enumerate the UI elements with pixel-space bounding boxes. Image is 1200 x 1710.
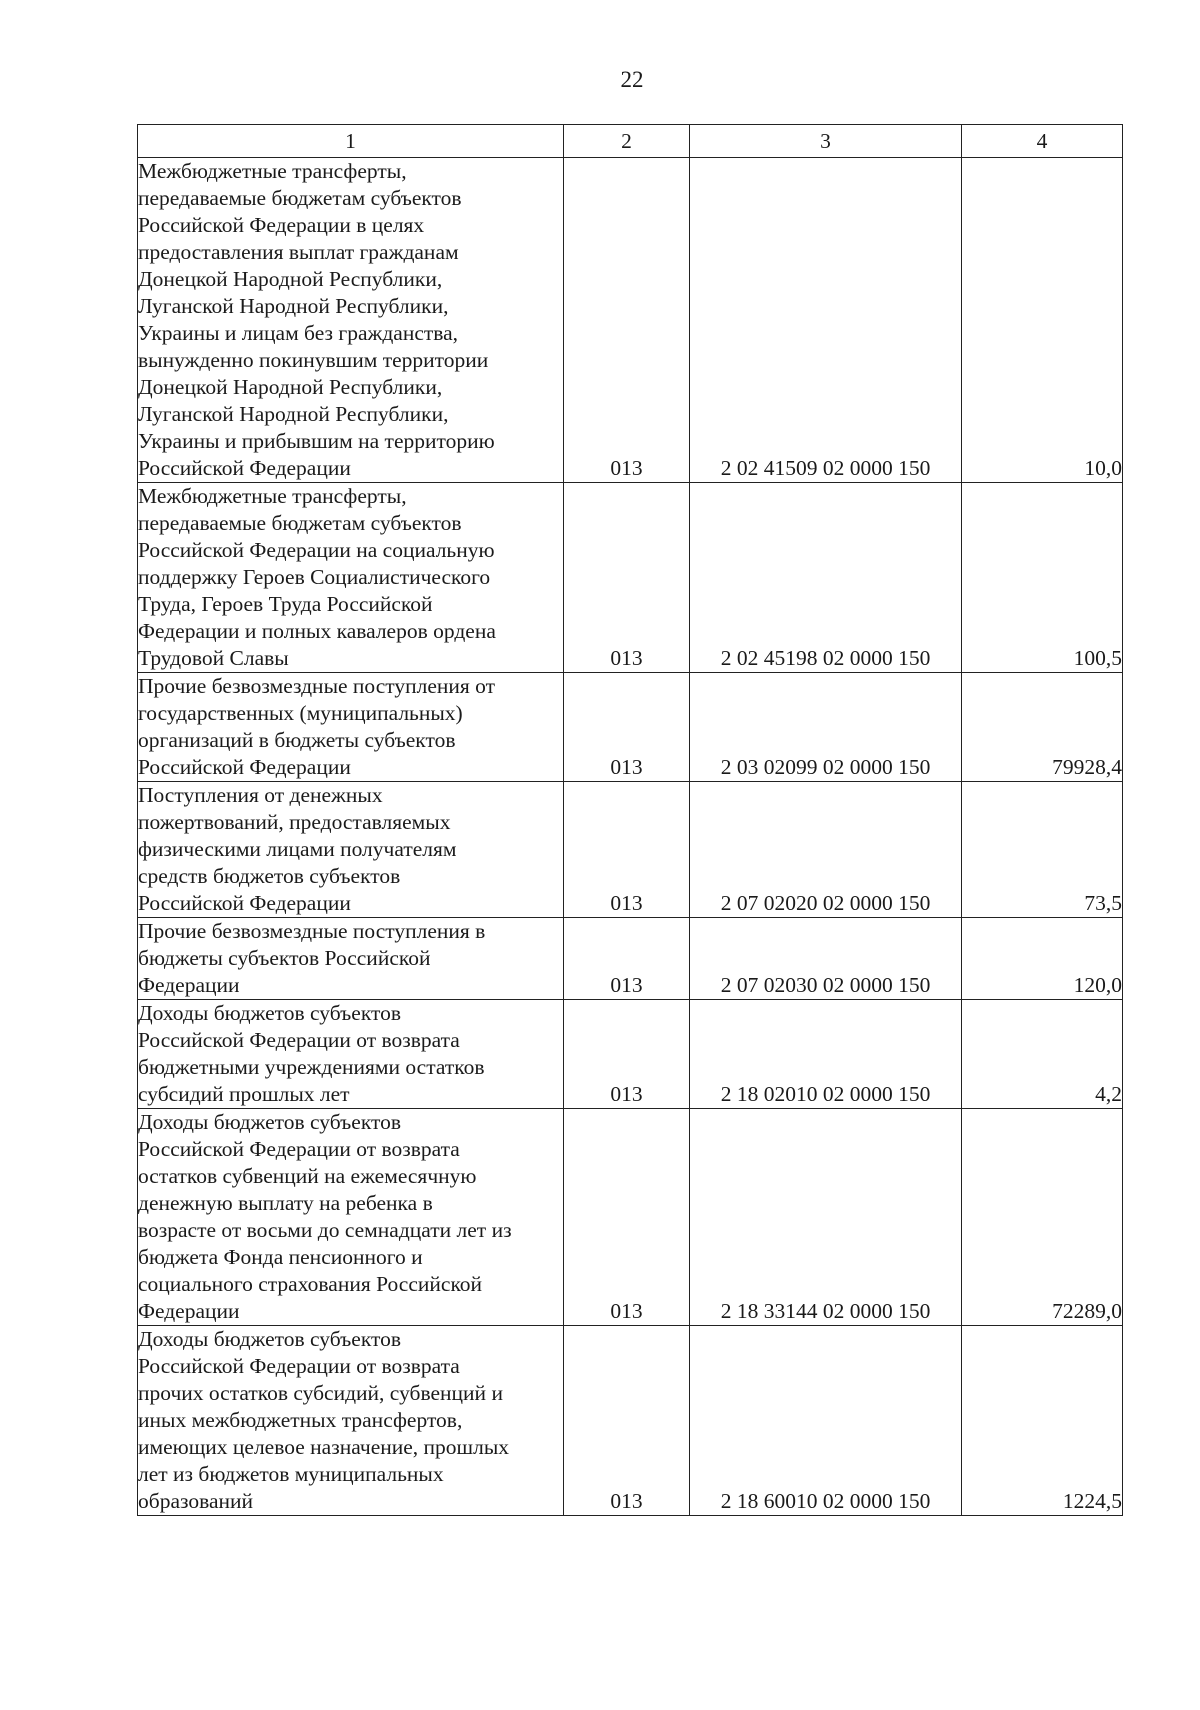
- table-row: [138, 158, 1123, 483]
- row-admin-code: 013: [564, 158, 690, 483]
- table-row: [138, 782, 1123, 918]
- row-budget-code: 2 03 02099 02 0000 150: [690, 673, 962, 782]
- row-admin-code: 013: [564, 1326, 690, 1516]
- table-row: [138, 483, 1123, 673]
- row-admin-code: 013: [564, 918, 690, 1000]
- row-amount: 4,2: [962, 1000, 1123, 1109]
- row-description: Межбюджетные трансферты, передаваемые бюджетам субъектов Российской Федерации на социальную поддержку Героев Социалистического Труда, Героев Труда Российской Федерации и полных кавалеров ордена Трудовой Славы: [138, 483, 564, 673]
- row-amount: 100,5: [962, 483, 1123, 673]
- table-row: [138, 1000, 1123, 1109]
- header-col-1: 1: [138, 125, 564, 158]
- row-amount: 10,0: [962, 158, 1123, 483]
- table-row: [138, 1109, 1123, 1326]
- table-header: [138, 125, 1123, 158]
- header-col-2: 2: [564, 125, 690, 158]
- row-budget-code: 2 07 02020 02 0000 150: [690, 782, 962, 918]
- table-row: [138, 673, 1123, 782]
- row-description: Поступления от денежных пожертвований, предоставляемых физическими лицами получателям средств бюджетов субъектов Российской Федерации: [138, 782, 564, 918]
- header-col-3: 3: [690, 125, 962, 158]
- row-amount: 72289,0: [962, 1109, 1123, 1326]
- table-body: [138, 158, 1123, 1516]
- header-row: [138, 125, 1123, 158]
- row-budget-code: 2 02 45198 02 0000 150: [690, 483, 962, 673]
- row-description: Прочие безвозмездные поступления в бюджеты субъектов Российской Федерации: [138, 918, 564, 1000]
- row-admin-code: 013: [564, 1000, 690, 1109]
- row-amount: 120,0: [962, 918, 1123, 1000]
- row-description: Доходы бюджетов субъектов Российской Федерации от возврата остатков субвенций на ежемесячную денежную выплату на ребенка в возрасте от восьми до семнадцати лет из бюджета Фонда пенсионного и социального страхования Российской Федерации: [138, 1109, 564, 1326]
- row-budget-code: 2 18 60010 02 0000 150: [690, 1326, 962, 1516]
- revenue-table: [137, 124, 1123, 1516]
- row-budget-code: 2 18 02010 02 0000 150: [690, 1000, 962, 1109]
- table-row: [138, 918, 1123, 1000]
- row-admin-code: 013: [564, 483, 690, 673]
- row-admin-code: 013: [564, 782, 690, 918]
- row-description: Доходы бюджетов субъектов Российской Федерации от возврата бюджетными учреждениями остатков субсидий прошлых лет: [138, 1000, 564, 1109]
- table-row: [138, 1326, 1123, 1516]
- row-description: Прочие безвозмездные поступления от государственных (муниципальных) организаций в бюджеты субъектов Российской Федерации: [138, 673, 564, 782]
- header-col-4: 4: [962, 125, 1123, 158]
- row-description: Межбюджетные трансферты, передаваемые бюджетам субъектов Российской Федерации в целях предоставления выплат гражданам Донецкой Народной Республики, Луганской Народной Республики, Украины и лицам без гражданства, вынужденно покинувшим территории Донецкой Народной Республики, Луганской Народной Республики, Украины и прибывшим на территорию Российской Федерации: [138, 158, 564, 483]
- row-admin-code: 013: [564, 1109, 690, 1326]
- row-budget-code: 2 18 33144 02 0000 150: [690, 1109, 962, 1326]
- row-amount: 1224,5: [962, 1326, 1123, 1516]
- row-amount: 79928,4: [962, 673, 1123, 782]
- row-budget-code: 2 07 02030 02 0000 150: [690, 918, 962, 1000]
- row-budget-code: 2 02 41509 02 0000 150: [690, 158, 962, 483]
- row-description: Доходы бюджетов субъектов Российской Федерации от возврата прочих остатков субсидий, субвенций и иных межбюджетных трансфертов, имеющих целевое назначение, прошлых лет из бюджетов муниципальных образований: [138, 1326, 564, 1516]
- page-number: 22: [620, 67, 644, 92]
- row-amount: 73,5: [962, 782, 1123, 918]
- row-admin-code: 013: [564, 673, 690, 782]
